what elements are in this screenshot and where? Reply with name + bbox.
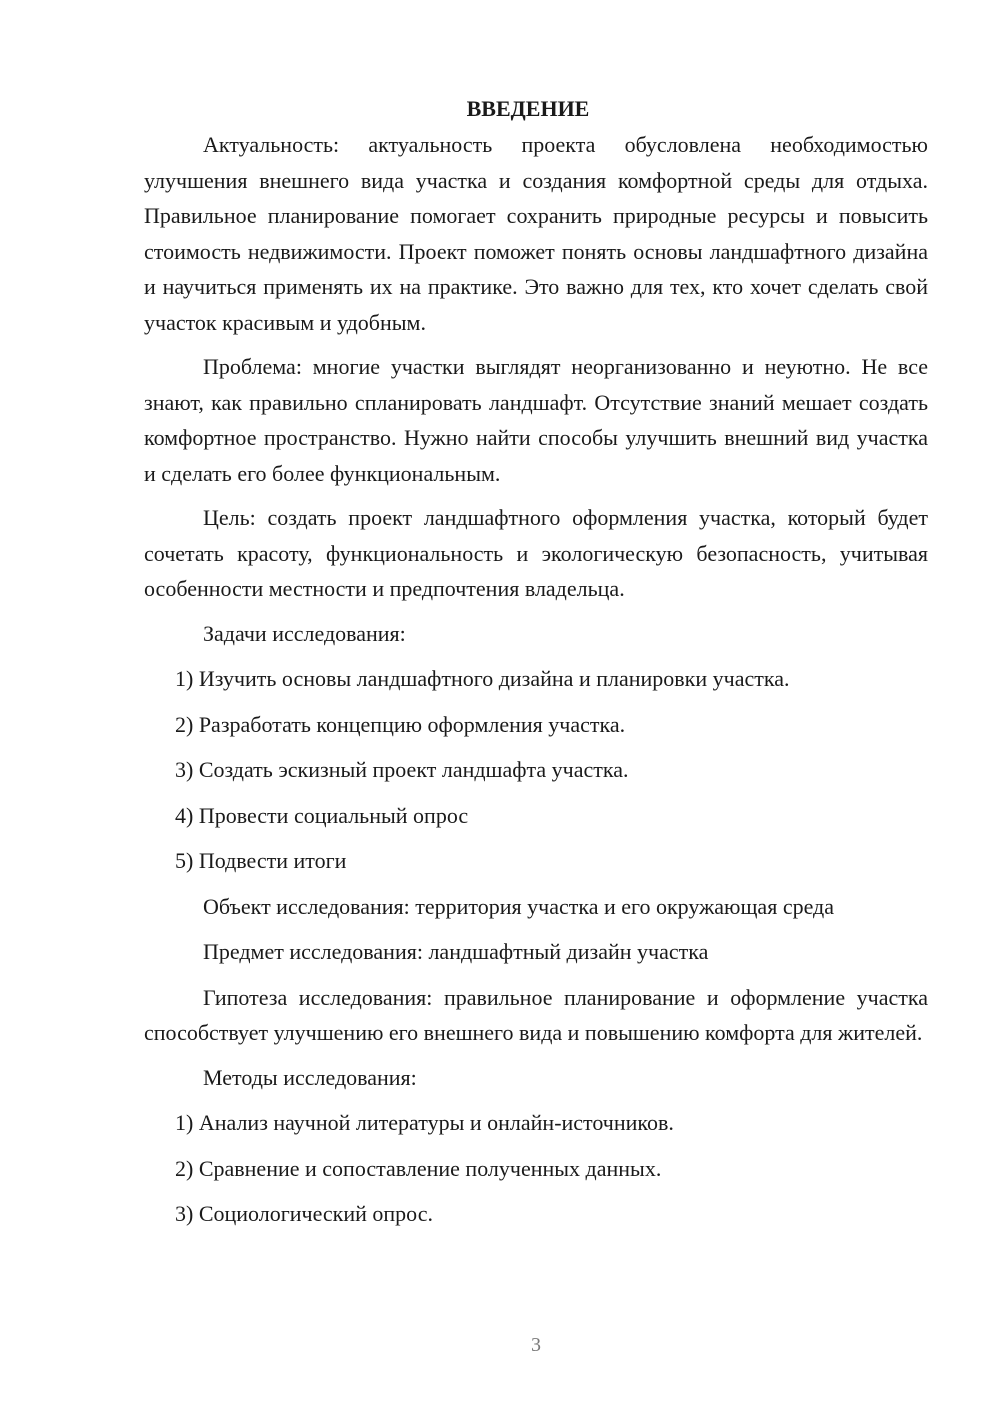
page-number: 3 [531, 1334, 541, 1356]
methods-list [175, 1105, 928, 1232]
list-item: 3) Создать эскизный проект ландшафта участка. [175, 757, 629, 782]
subject-line: Предмет исследования: ландшафтный дизайн участка [203, 939, 709, 964]
list-item: 2) Сравнение и сопоставление полученных данных. [175, 1155, 662, 1181]
list-item: 2) Разработать концепцию оформления участка. [175, 711, 626, 737]
list-item: 1) Изучить основы ландшафтного дизайна и планировки участка. [175, 666, 790, 691]
tasks-list [175, 661, 928, 879]
problem-paragraph: Проблема: многие участки выглядят неорганизованно и неуютно. Не все знают, как правильно спланировать ландшафт. Отсутствие знаний мешает создать комфортное пространство. Нужно найти способы улучшить внешний вид участка и сделать его более функциональным. [144, 354, 928, 486]
hypothesis-paragraph: Гипотеза исследования: правильное планирование и оформление участка способствует улучшению его внешнего вида и повышению комфорта для жителей. [144, 984, 928, 1045]
goal-paragraph: Цель: создать проект ландшафтного оформления участка, который будет сочетать красоту, функциональность и экологическую безопасность, учитывая особенности местности и предпочтения владельца. [144, 505, 928, 601]
page-title: ВВЕДЕНИЕ [466, 96, 590, 121]
list-item: 1) Анализ научной литературы и онлайн-источников. [175, 1110, 674, 1135]
list-item: 5) Подвести итоги [175, 848, 347, 873]
methods-heading: Методы исследования: [203, 1064, 417, 1090]
list-item: 3) Социологический опрос. [175, 1201, 433, 1226]
relevance-paragraph: Актуальность: актуальность проекта обусловлена необходимостью улучшения внешнего вида участка и создания комфортной среды для отдыха. Правильное планирование помогает сохранить природные ресурсы и повысить стоимость недвижимости. Проект поможет понять основы ландшафтного дизайна и научиться применять их на практике. Это важно для тех, кто хочет сделать свой участок красивым и удобным. [144, 132, 928, 335]
tasks-heading: Задачи исследования: [203, 620, 406, 646]
object-line: Объект исследования: территория участка и его окружающая среда [203, 893, 835, 919]
list-item: 4) Провести социальный опрос [175, 802, 469, 828]
